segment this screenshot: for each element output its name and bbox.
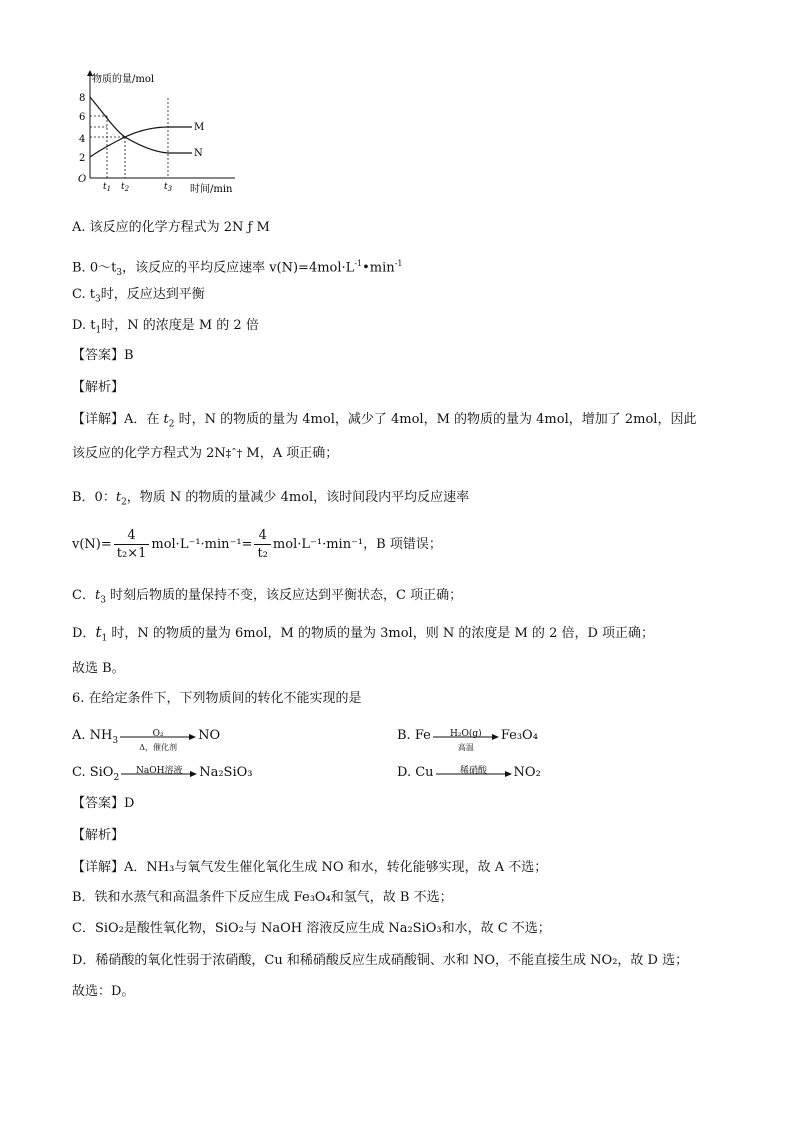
q5-a2-sym: ‡ˆ† — [225, 447, 243, 460]
q6-optc-arrow — [121, 762, 197, 784]
q5-a2-post: M，A 项正确； — [242, 446, 339, 461]
q6-opta-arrow — [120, 725, 196, 752]
q6-optb-above: H₂O(g) — [450, 729, 482, 739]
q6-opta-above: O₂ — [152, 729, 164, 739]
q5-optc-post: 时，反应达到平衡 — [100, 287, 205, 302]
q5-optb-sup2: -1 — [394, 259, 403, 268]
y-tick-2: 2 — [79, 153, 86, 164]
q6-optb-below: 高温 — [457, 743, 474, 752]
q6-detail-a — [72, 859, 547, 877]
y-axis-label: 物质的量/mol — [92, 74, 155, 85]
q6-optc-pre: C. SiO — [72, 765, 114, 780]
q6-conclusion: 故选：D。 — [72, 984, 135, 999]
answer-value: B — [124, 348, 134, 363]
q5-b2-post: ，B 项错误； — [363, 537, 442, 552]
arrow-icon — [436, 771, 512, 777]
curve-label-n: N — [194, 148, 203, 159]
fraction-1-num: 4 — [114, 527, 150, 545]
q6-opta-post: NO — [198, 728, 221, 743]
q5-b1-post: ，物质 N 的物质的量减少 4mol，该时间段内平均反应速率 — [126, 490, 470, 505]
fraction-1-den: t₂×1 — [116, 546, 147, 561]
q6-optb-post: Fe₃O₄ — [500, 728, 538, 743]
q5-c1-tsub: 3 — [100, 595, 106, 606]
q6-detail-c: C．SiO₂是酸性氧化物，SiO₂与 NaOH 溶液反应生成 Na₂SiO₃和水，故 C 不选； — [72, 921, 551, 936]
q5-option-a: A. 该反应的化学方程式为 2N ƒ M — [72, 220, 270, 235]
q5-option-c — [72, 286, 205, 309]
fraction-2-num: 4 — [254, 527, 270, 545]
answer-tag: 【答案】 — [72, 348, 125, 363]
q5-optd-pre: D. t — [72, 318, 96, 333]
curve-label-m: M — [194, 122, 205, 133]
arrow-icon — [121, 771, 197, 777]
q5-b1-pre: B．0： — [72, 490, 116, 505]
q5-detail-d1 — [72, 623, 654, 648]
q6-detail-d: D．稀硝酸的氧化性弱于浓硝酸，Cu 和稀硝酸反应生成硝酸铜、水和 NO，不能直接生成 NO₂，故 D 选； — [72, 953, 689, 968]
q5-d1-t: t — [95, 623, 102, 641]
y-tick-8: 8 — [79, 93, 86, 104]
fraction-2 — [254, 527, 270, 562]
q5-d1-pre: D． — [72, 626, 96, 641]
guide-lines — [90, 98, 168, 178]
q6-optd-post: NO₂ — [513, 765, 541, 780]
q5-optd-post: 时，N 的浓度是 M 的 2 倍 — [101, 318, 259, 333]
origin-label: O — [78, 174, 87, 185]
x-tick-t2: $t_2$ — [121, 182, 130, 193]
reaction-graph — [70, 68, 240, 196]
q5-a1-t: t — [163, 412, 169, 427]
q6-detail-a-text: A．NH₃与氧气发生催化氧化生成 NO 和水，转化能够实现，故 A 不选； — [124, 860, 548, 875]
q6-option-a — [72, 725, 220, 752]
q6-optc-above: NaOH溶液 — [135, 766, 183, 776]
q5-detail-b2 — [72, 527, 442, 562]
q5-c1-t: t — [94, 588, 101, 603]
q5-detail-a1 — [72, 411, 696, 434]
x-axis-label: 时间/min — [190, 184, 233, 195]
q6-optc-post: Na₂SiO₃ — [199, 765, 253, 780]
q5-optd-sub: 1 — [95, 325, 102, 336]
q6-opta-pre: A. NH — [72, 728, 113, 743]
q5-a2-pre: 该反应的化学方程式为 2N — [72, 446, 226, 461]
curve-n — [90, 97, 192, 153]
q5-optb-mid2: •min — [362, 260, 395, 276]
q5-d1-post: 时，N 的物质的量为 6mol，M 的物质的量为 3mol，则 N 的浓度是 M 的 2 倍，D 项正确； — [107, 626, 655, 641]
q5-optc-pre: C. t — [72, 287, 95, 302]
q5-option-d — [72, 317, 259, 340]
q6-option-c — [72, 762, 253, 789]
q6-optb-arrow — [433, 725, 499, 752]
q6-optb-pre: B. Fe — [397, 728, 431, 743]
q5-b2-unit2: mol·L⁻¹·min⁻¹ — [272, 537, 364, 552]
fraction-1 — [114, 527, 150, 562]
q5-analysis-tag: 【解析】 — [72, 380, 125, 395]
y-tick-4: 4 — [79, 134, 86, 145]
q5-option-b — [72, 255, 402, 282]
q5-optc-sub: 3 — [94, 294, 101, 305]
q5-b2-vn: v(N)= — [72, 537, 112, 552]
x-tick-t3: $t_3$ — [164, 182, 173, 193]
q5-c1-post: 时刻后物质的量保持不变，该反应达到平衡状态，C 项正确； — [105, 588, 463, 603]
q6-optd-pre: D. Cu — [397, 765, 434, 780]
q6-stem: 6. 在给定条件下，下列物质间的转化不能实现的是 — [72, 691, 362, 706]
q5-optb-mid: ，该反应的平均反应速率 v(N)=4mol·L — [122, 260, 355, 276]
q6-answer — [72, 795, 134, 813]
q6-option-d — [397, 762, 541, 785]
fraction-2-den: t₂ — [257, 546, 268, 561]
detail-tag: 【详解】 — [72, 412, 125, 427]
q6-optd-above: 稀硝酸 — [460, 766, 488, 776]
q6-optd-arrow — [436, 762, 512, 784]
q5-a1-pre: A．在 — [124, 412, 164, 427]
q5-detail-b1 — [72, 489, 469, 512]
q6-optc-sub: 2 — [113, 773, 120, 784]
detail-tag: 【详解】 — [72, 860, 125, 875]
q5-detail-c1 — [72, 587, 462, 610]
y-tick-6: 6 — [79, 112, 86, 123]
q6-opta-sub: 3 — [112, 736, 119, 747]
q5-conclusion: 故选 B。 — [72, 661, 125, 676]
q5-optb-sub: 3 — [116, 267, 123, 278]
q5-d1-tsub: 1 — [101, 633, 108, 644]
q5-optb-pre: B. 0～t — [72, 260, 117, 276]
q5-optb-sup1: -1 — [354, 259, 363, 268]
q6-analysis-tag: 【解析】 — [72, 828, 125, 843]
x-tick-t1: $t_1$ — [103, 182, 112, 193]
q5-c1-pre: C． — [72, 588, 95, 603]
q5-b2-unit1: mol·L⁻¹·min⁻¹= — [151, 537, 253, 552]
q5-a1-tsub: 2 — [168, 419, 175, 430]
q5-a1-post: 时，N 的物质的量为 4mol，减少了 4mol，M 的物质的量为 4mol，增加了 2mol，因此 — [174, 412, 697, 427]
q6-option-b — [397, 725, 538, 752]
q5-answer — [72, 347, 134, 365]
q5-b1-t: t — [115, 490, 122, 505]
answer-tag: 【答案】 — [72, 796, 125, 811]
q6-detail-b: B．铁和水蒸气和高温条件下反应生成 Fe₃O₄和氢气，故 B 不选； — [72, 890, 453, 905]
q5-detail-a2 — [72, 445, 338, 463]
q5-b1-tsub: 2 — [121, 497, 127, 508]
answer-value: D — [124, 796, 135, 811]
q6-opta-below: Δ，催化剂 — [139, 743, 177, 752]
